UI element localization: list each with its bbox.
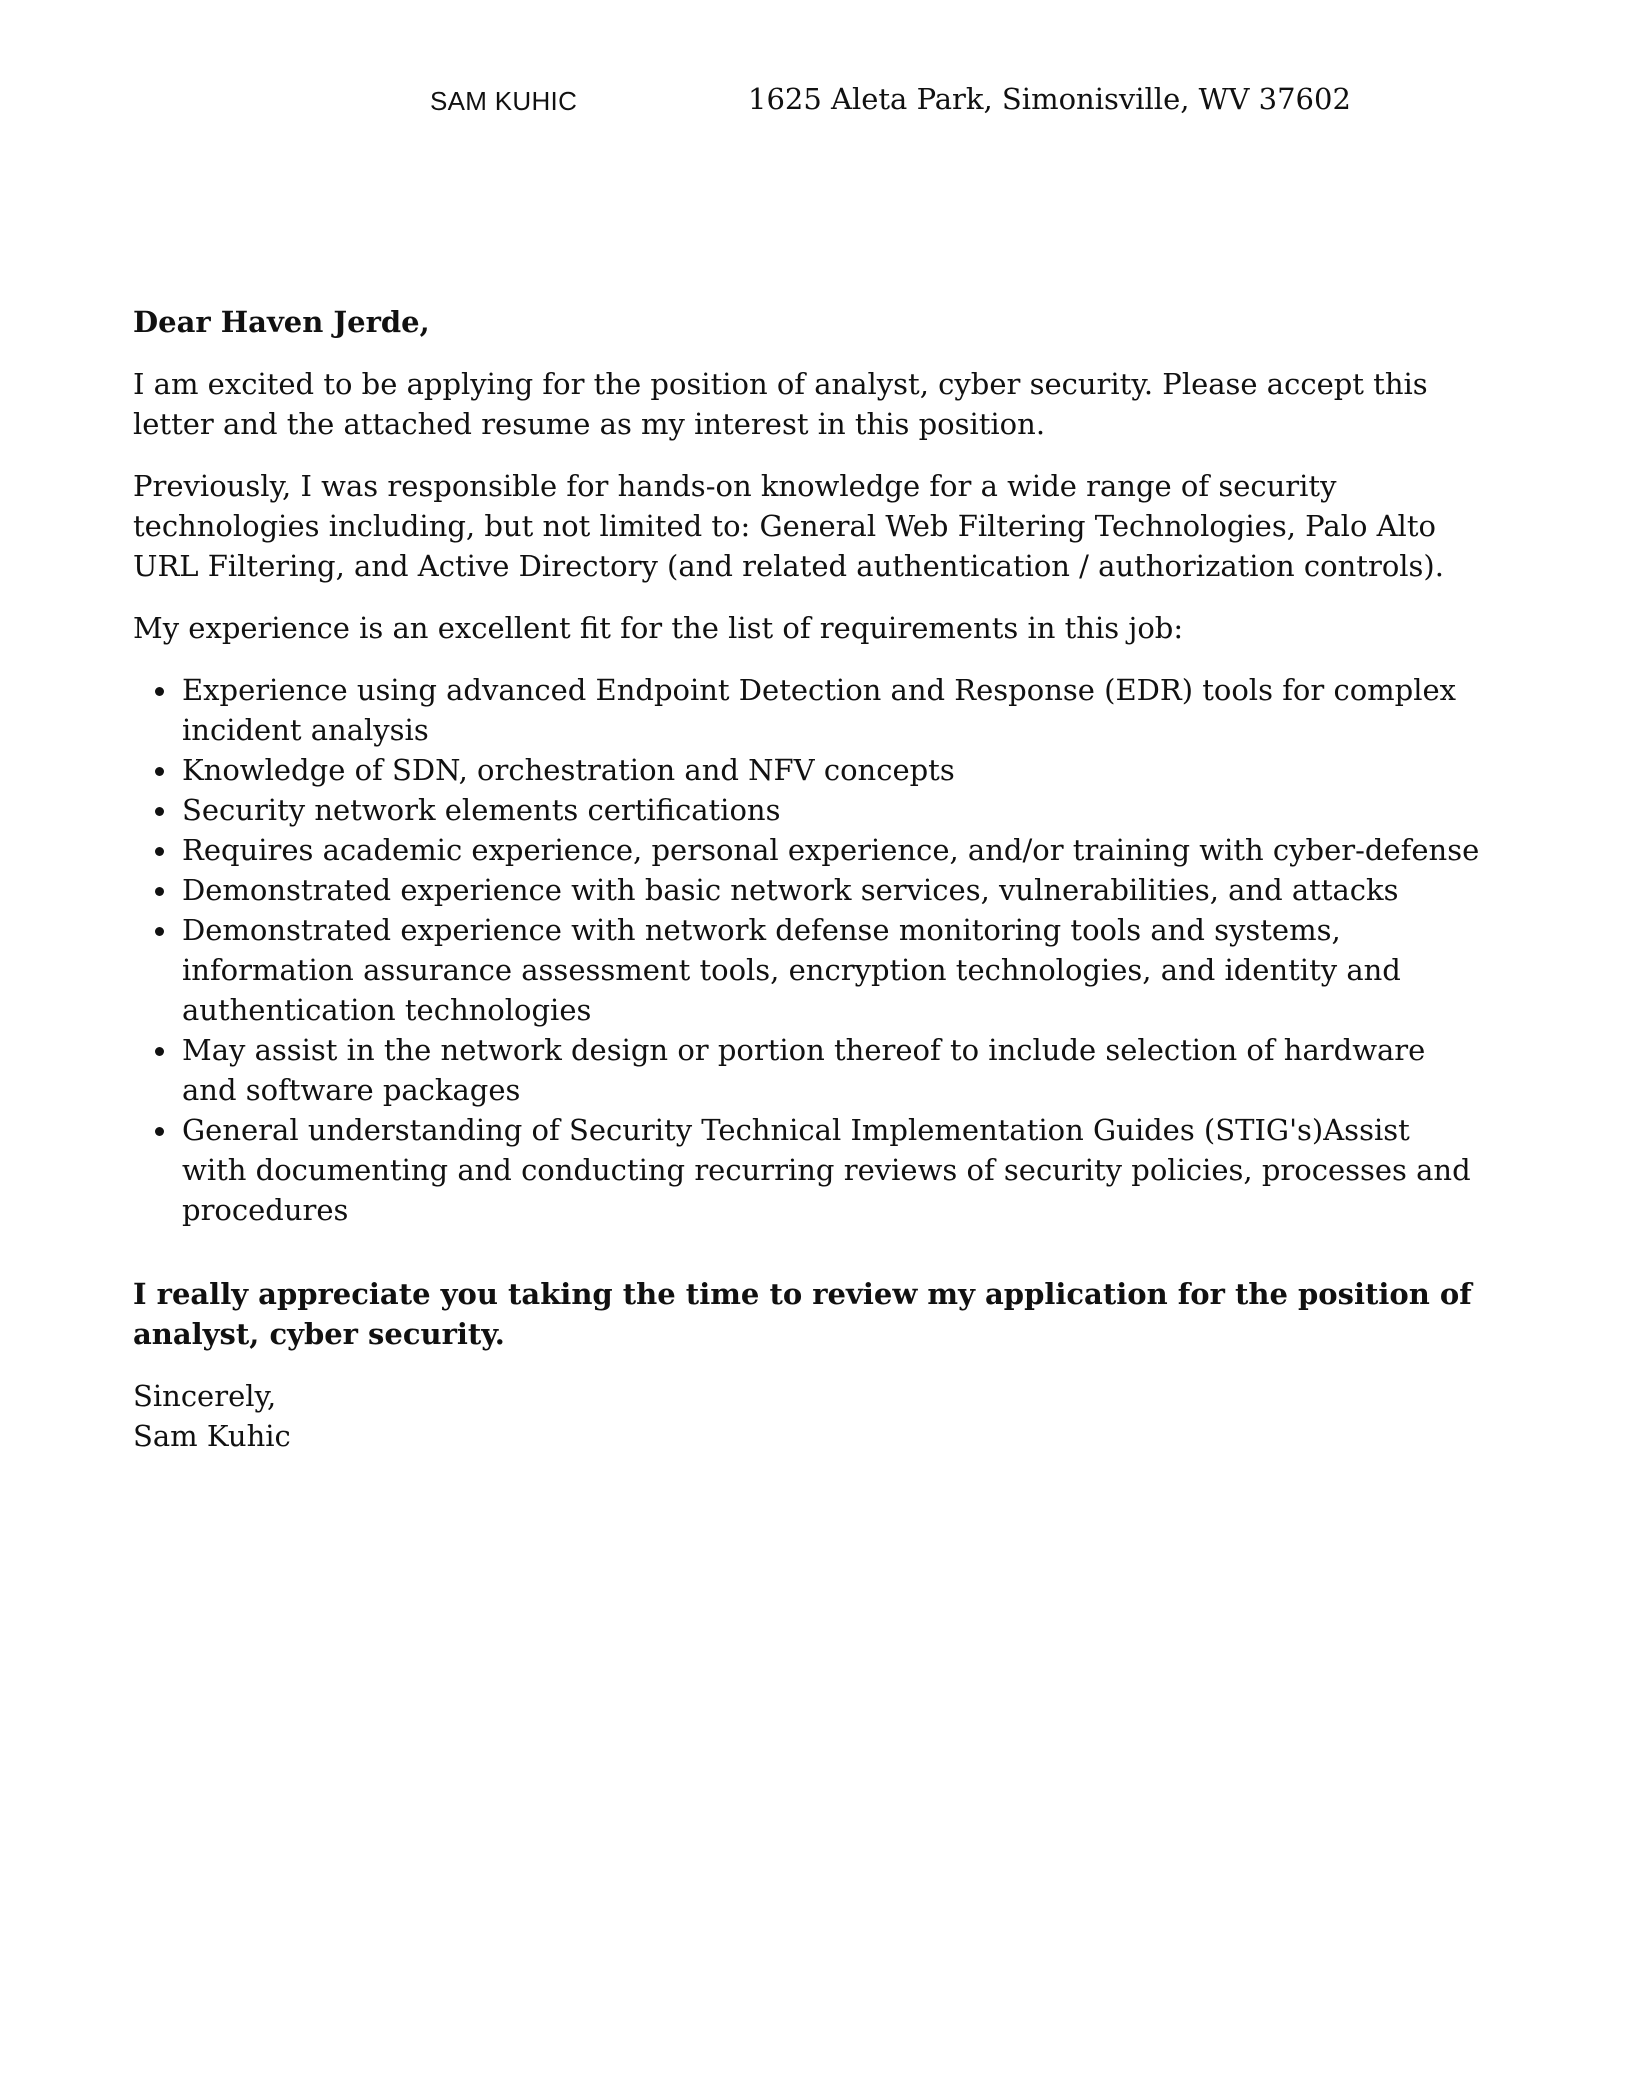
- requirement-item: [133, 1030, 1483, 1110]
- signoff: [133, 1376, 1483, 1456]
- requirements-intro: My experience is an excellent fit for the list of requirements in this job:: [133, 611, 1184, 645]
- requirement-item: [133, 830, 1483, 870]
- requirement-item: [133, 790, 1483, 830]
- signature: Sam Kuhic: [133, 1419, 291, 1453]
- bullet-icon: [155, 767, 164, 776]
- bullet-icon: [155, 687, 164, 696]
- requirement-item: [133, 670, 1483, 750]
- requirement-item: [133, 870, 1483, 910]
- closing-paragraph: I really appreciate you taking the time to review my application for the position of analyst, cyber security.: [133, 1277, 1472, 1351]
- requirement-text: Requires academic experience, personal experience, and/or training with cyber-defense: [182, 833, 1480, 867]
- bullet-icon: [155, 1047, 164, 1056]
- requirement-text: Experience using advanced Endpoint Detection and Response (EDR) tools for complex incident analysis: [182, 673, 1457, 747]
- requirement-text: General understanding of Security Technical Implementation Guides (STIG's)Assist with documenting and conducting recurring reviews of security policies, processes and procedures: [182, 1113, 1471, 1227]
- bullet-icon: [155, 847, 164, 856]
- requirement-item: [133, 910, 1483, 1030]
- bullet-icon: [155, 1127, 164, 1136]
- sender-address: 1625 Aleta Park, Simonisville, WV 37602: [748, 82, 1351, 116]
- signoff-text: Sincerely,: [133, 1379, 277, 1413]
- letter-header: [0, 82, 1632, 122]
- experience-paragraph: Previously, I was responsible for hands-on knowledge for a wide range of security technologies including, but not limited to: General Web Filtering Technologies, Palo Alto URL Filtering, and Active Directory (and related authentication / authorization controls).: [133, 469, 1444, 583]
- requirement-item: [133, 750, 1483, 790]
- requirements-list: [133, 670, 1483, 1230]
- requirement-text: Demonstrated experience with basic network services, vulnerabilities, and attacks: [182, 873, 1399, 907]
- bullet-icon: [155, 887, 164, 896]
- requirement-item: [133, 1110, 1483, 1230]
- greeting: Dear Haven Jerde,: [133, 305, 430, 339]
- bullet-icon: [155, 807, 164, 816]
- intro-paragraph: I am excited to be applying for the position of analyst, cyber security. Please accept this letter and the attached resume as my interest in this position.: [133, 367, 1428, 441]
- requirement-text: Demonstrated experience with network defense monitoring tools and systems, information assurance assessment tools, encryption technologies, and identity and authentication technologies: [182, 913, 1401, 1027]
- letter-body: [133, 302, 1483, 1456]
- requirement-text: Knowledge of SDN, orchestration and NFV concepts: [182, 753, 955, 787]
- bullet-icon: [155, 927, 164, 936]
- requirement-text: Security network elements certifications: [182, 793, 781, 827]
- sender-name: SAM KUHIC: [430, 86, 578, 116]
- requirement-text: May assist in the network design or portion thereof to include selection of hardware and software packages: [182, 1033, 1426, 1107]
